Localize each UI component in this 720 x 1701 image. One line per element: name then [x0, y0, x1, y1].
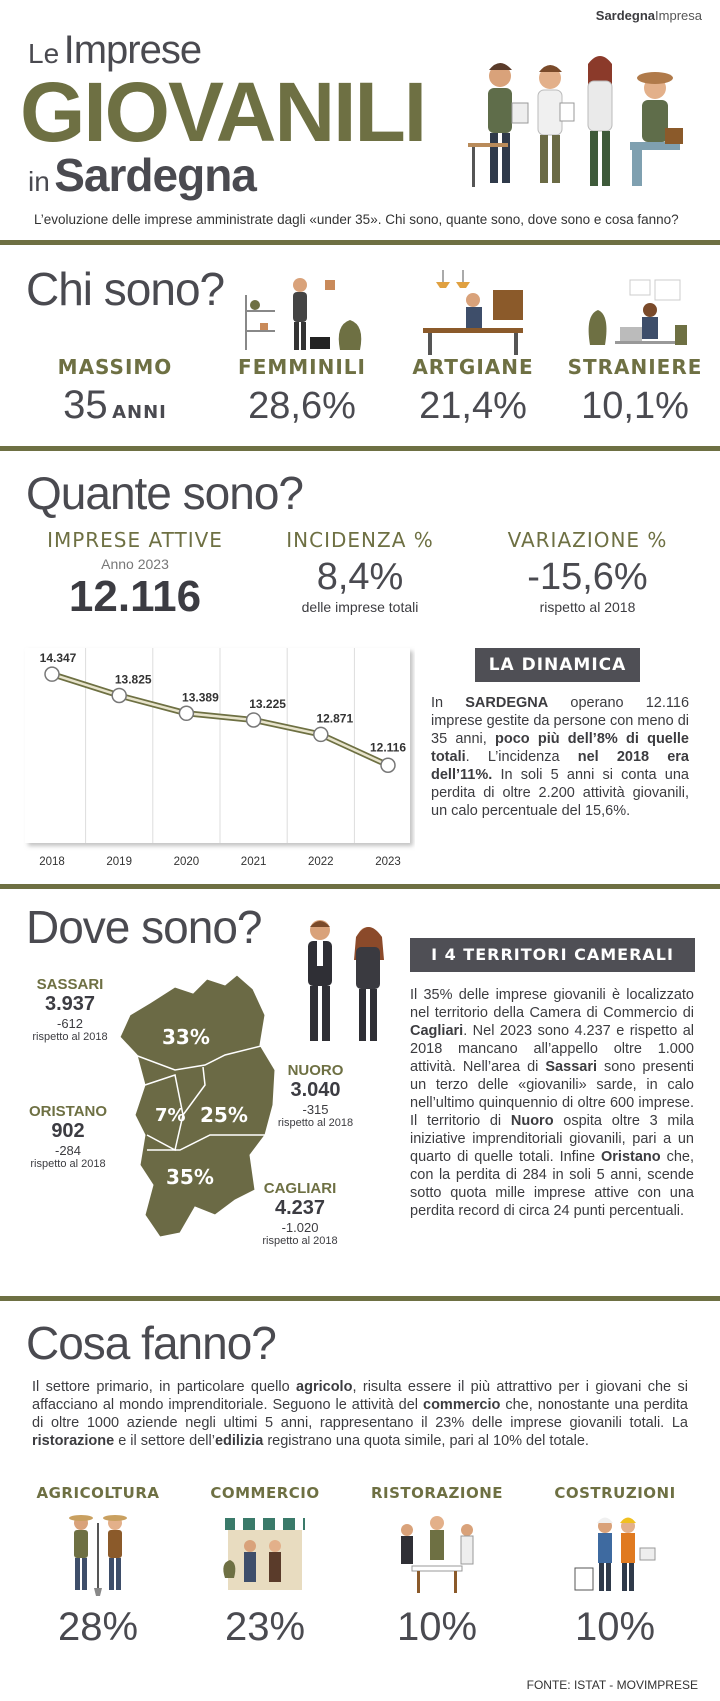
- region-sassari-note: rispetto al 2018: [32, 1031, 108, 1043]
- age-block: [40, 355, 190, 428]
- divider-4: [0, 1296, 720, 1301]
- shop-illustration: [220, 1508, 310, 1598]
- cosa-e: registrano una quota simile, pari al 10% del totale.: [263, 1433, 589, 1449]
- stat-artigiane: [393, 355, 553, 428]
- region-cagliari-note: rispetto al 2018: [262, 1235, 338, 1247]
- restaurant-illustration: [392, 1508, 482, 1598]
- variation-note: rispetto al 2018: [539, 599, 636, 615]
- territori-a: Il 35% delle imprese giovanili è localizzato nel territorio della Camera di Commercio di: [410, 987, 694, 1021]
- sector-ristorazione-label: RISTORAZIONE: [370, 1484, 504, 1502]
- dinamica-p1: In: [431, 695, 466, 711]
- cosa-fanno-title: Cosa fanno?: [26, 1317, 276, 1369]
- cosa-d: e il settore dell’: [114, 1433, 215, 1449]
- sector-ristorazione: [352, 1484, 522, 1650]
- chart-x-tick-2023: 2023: [375, 856, 401, 868]
- person-2-icon: [538, 65, 574, 183]
- person-1-icon: [468, 63, 528, 187]
- cosa-a: Il settore primario, in particolare quello: [32, 1379, 297, 1395]
- region-oristano: [18, 1103, 118, 1170]
- stat-artigiane-label: ARTGIANE: [412, 355, 534, 379]
- cosa-fanno-text: [32, 1378, 688, 1450]
- stat-femminili-value: 28,6%: [248, 385, 356, 427]
- territori-banner: I 4 TERRITORI CAMERALI: [410, 938, 695, 972]
- dove-sono-title: Dove sono?: [26, 901, 262, 953]
- incidence-note: delle imprese totali: [301, 599, 419, 615]
- chart-x-tick-2018: 2018: [39, 856, 65, 868]
- divider-2: [0, 446, 720, 451]
- dinamica-p3: . L’incidenza: [465, 749, 578, 765]
- dinamica-banner: LA DINAMICA: [475, 648, 640, 682]
- sector-costruzioni-value: 10%: [574, 1605, 656, 1649]
- active-value: 12.116: [68, 572, 202, 621]
- stat-artigiane-value: 21,4%: [419, 385, 527, 427]
- source-note: FONTE: ISTAT - MOVIMPRESE: [526, 1678, 698, 1692]
- chart-point-2019: [112, 688, 126, 702]
- dinamica-p2-bold: poco più dell’8% di quelle totali: [431, 731, 689, 765]
- region-sassari-name: SASSARI: [36, 976, 104, 993]
- hero-subtitle: L’evoluzione delle imprese amministrate dagli «under 35». Chi sono, quante sono, dove sono e cosa fanno?: [34, 212, 679, 227]
- age-value-row: [40, 383, 190, 428]
- region-nuoro: [258, 1062, 373, 1129]
- stat-femminili: [222, 355, 382, 428]
- sector-commercio-value: 23%: [224, 1605, 306, 1649]
- chart-panel: [25, 648, 410, 843]
- variation-label: VARIAZIONE %: [507, 528, 668, 552]
- businesspeople-illustration: [290, 915, 400, 1045]
- hero-line3: [28, 150, 256, 212]
- chart-point-2021: [247, 713, 261, 727]
- cosa-c: che, nonostante una perdita di oltre 1000 aziende negli ultimi 5 anni, rappresentano il 23% delle imprese giovanili totali. La: [32, 1397, 688, 1431]
- stat-straniere-value: 10,1%: [581, 385, 689, 427]
- sector-costruzioni-label: COSTRUZIONI: [554, 1484, 676, 1502]
- chart-x-tick-2021: 2021: [240, 856, 267, 868]
- chart-data-label-2021: 13.225: [249, 696, 286, 711]
- sector-ristorazione-value: 10%: [396, 1605, 478, 1649]
- region-cagliari: [250, 1180, 350, 1247]
- territori-d-bold: Oristano: [601, 1149, 661, 1165]
- territori-a-bold: Cagliari: [410, 1023, 464, 1039]
- dinamica-p3-bold: nel 2018 era dell’11%.: [431, 749, 689, 783]
- age-value: 35: [63, 383, 108, 427]
- region-oristano-value: 902: [51, 1120, 85, 1142]
- cosa-b-bold: commercio: [423, 1397, 501, 1413]
- sector-agricoltura-label: AGRICOLTURA: [36, 1484, 160, 1502]
- hero-giovanili: GIOVANILI: [20, 65, 426, 159]
- stat-straniere: [555, 355, 715, 428]
- artisan-illustration: [418, 270, 528, 355]
- sector-commercio-label: COMMERCIO: [210, 1484, 320, 1502]
- chart-point-2022: [314, 727, 328, 741]
- person-4-icon: [630, 72, 683, 186]
- divider-3: [0, 884, 720, 889]
- chart-data-label-2020: 13.389: [182, 690, 219, 705]
- region-cagliari-delta: -1.020: [281, 1220, 319, 1235]
- region-sassari-value: 3.937: [44, 993, 96, 1015]
- hero-in: in: [28, 166, 50, 197]
- region-oristano-delta: -284: [54, 1143, 82, 1158]
- women-office-illustration: [240, 275, 370, 355]
- map-pct-cagliari: 35%: [166, 1165, 214, 1189]
- variation-block: [480, 528, 695, 615]
- hero-sardegna: Sardegna: [54, 149, 256, 201]
- chart-x-tick-2019: 2019: [106, 856, 132, 868]
- region-nuoro-value: 3.040: [290, 1079, 341, 1101]
- brand-light: Impresa: [655, 8, 702, 23]
- chart-x-tick-2022: 2022: [308, 856, 334, 868]
- region-nuoro-name: NUORO: [287, 1062, 344, 1079]
- active-year: Anno 2023: [101, 556, 169, 572]
- region-sassari: [20, 976, 120, 1043]
- region-cagliari-value: 4.237: [274, 1197, 326, 1219]
- region-oristano-name: ORISTANO: [28, 1103, 108, 1120]
- territori-text: [410, 986, 694, 1220]
- chart-point-2020: [179, 706, 193, 720]
- chart-point-2023: [381, 758, 395, 772]
- sector-agricoltura-value: 28%: [57, 1605, 139, 1649]
- trend-line-chart: [20, 640, 415, 870]
- territori-c: sono presenti un terzo delle «giovanili» sarde, in calo nell’ultimo quinquennio di oltre 600 imprese. Il territorio di: [410, 1059, 694, 1129]
- hero-le: Le: [28, 38, 60, 69]
- chart-data-label-2023: 12.116: [369, 740, 407, 755]
- chart-x-tick-2020: 2020: [173, 856, 200, 868]
- chi-sono-title: Chi sono?: [26, 263, 225, 315]
- brand-bold: Sardegna: [595, 8, 656, 23]
- territori-b-bold: Sassari: [545, 1059, 597, 1075]
- sector-agricoltura: [18, 1484, 178, 1650]
- active-block: [30, 528, 240, 622]
- territori-d: ospita oltre 3 mila iniziative imprenditoriali giovanili, pari a un quarto di quelle totali. Infine: [410, 1113, 694, 1165]
- territori-c-bold: Nuoro: [510, 1113, 554, 1129]
- region-oristano-note: rispetto al 2018: [30, 1158, 106, 1170]
- map-pct-nuoro: 25%: [200, 1103, 248, 1127]
- brand-logo: [596, 8, 702, 23]
- stat-straniere-label: STRANIERE: [567, 355, 703, 379]
- dinamica-p1-bold: SARDEGNA: [465, 695, 549, 711]
- map-pct-oristano: 7%: [155, 1105, 186, 1126]
- chart-data-label-2018: 14.347: [39, 651, 77, 666]
- region-nuoro-delta: -315: [302, 1102, 329, 1117]
- foreign-worker-illustration: [580, 275, 690, 355]
- farmers-illustration: [53, 1508, 143, 1598]
- chart-data-label-2019: 13.825: [114, 672, 152, 687]
- cosa-c-bold: ristorazione: [32, 1433, 115, 1449]
- chart-point-2018: [45, 667, 59, 681]
- cosa-d-bold: edilizia: [214, 1433, 264, 1449]
- person-3-icon: [588, 56, 612, 186]
- map-pct-sassari: 33%: [162, 1025, 210, 1049]
- region-sassari-delta: -612: [56, 1016, 84, 1031]
- region-cagliari-name: CAGLIARI: [263, 1180, 337, 1197]
- quante-sono-title: Quante sono?: [26, 467, 304, 519]
- divider-1: [0, 240, 720, 245]
- region-nuoro-note: rispetto al 2018: [277, 1117, 354, 1129]
- builders-illustration: [570, 1508, 660, 1598]
- incidence-block: [260, 528, 460, 615]
- hero-imprese: Imprese: [63, 28, 202, 72]
- dinamica-p4: In soli 5 anni si conta una perdita di oltre 2.200 attività giovanili, un calo percentuale del 15,6%.: [431, 767, 689, 819]
- age-label: MASSIMO: [57, 355, 173, 379]
- dinamica-p2: operano 12.116 imprese gestite da persone con meno di 35 anni,: [431, 695, 690, 747]
- age-unit: ANNI: [112, 402, 167, 423]
- dinamica-text: [431, 694, 689, 820]
- stat-femminili-label: FEMMINILI: [238, 355, 366, 379]
- cosa-a-bold: agricolo: [296, 1379, 353, 1395]
- incidence-value: 8,4%: [316, 556, 404, 598]
- sector-costruzioni: [530, 1484, 700, 1650]
- territori-e: che, con la perdita di 284 in soli 5 anni, scende sotto quota mille imprese attive con una perdita record di circa 24 punti percentuali.: [410, 1149, 695, 1219]
- territori-b: . Nel 2023 sono 4.237 e rispetto al 2018 mancano all’appello oltre 1.000 attività. Nell’area di: [410, 1023, 694, 1075]
- chart-data-label-2022: 12.871: [316, 711, 354, 726]
- active-label: IMPRESE ATTIVE: [47, 528, 223, 552]
- hero-people-illustration: [460, 48, 700, 198]
- incidence-label: INCIDENZA %: [286, 528, 434, 552]
- variation-value: -15,6%: [527, 556, 648, 598]
- cosa-b: , risulta essere il più attrattivo per i giovani che si affacciano al mondo imprenditoriale. Seguono le attività del: [32, 1379, 688, 1413]
- sector-commercio: [185, 1484, 345, 1650]
